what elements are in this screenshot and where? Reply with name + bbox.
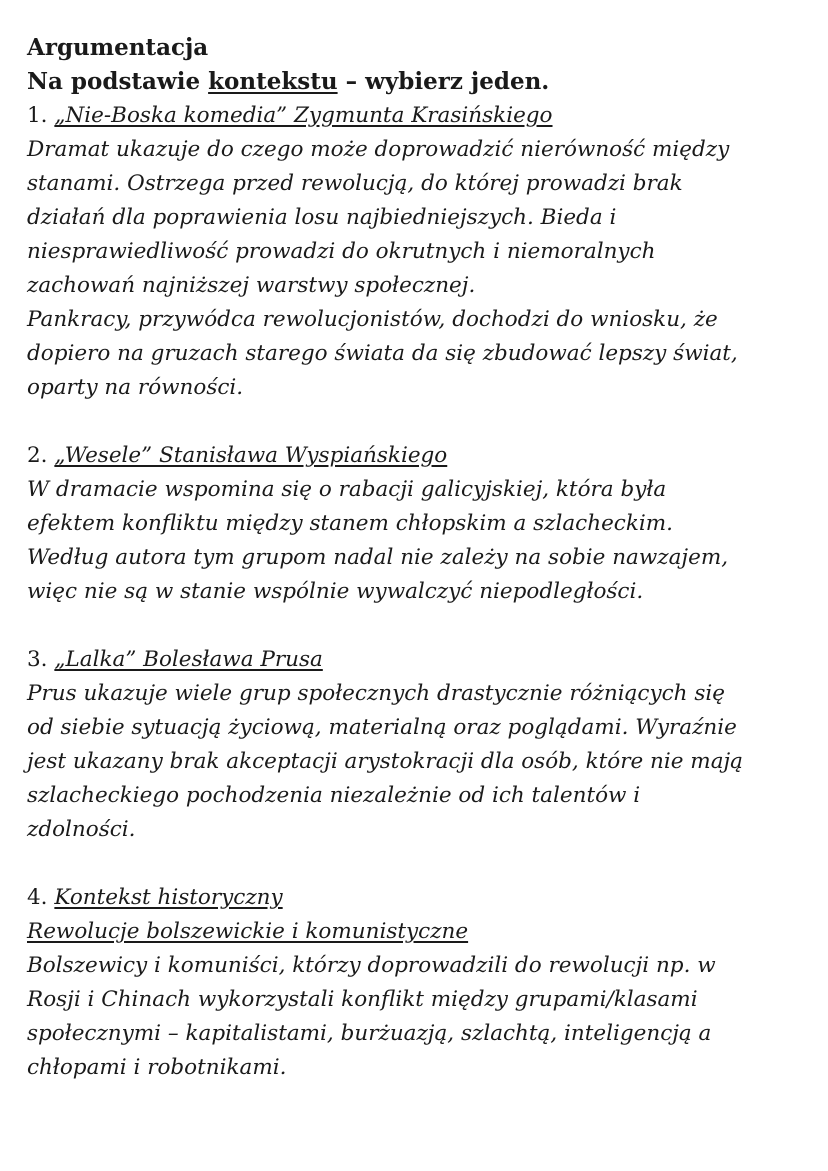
- section-subtitle-text: Rewolucje bolszewickie i komunistyczne: [27, 919, 469, 944]
- body-line: dopiero na gruzach starego świata da się zbudować lepszy świat,: [27, 341, 738, 366]
- body-line: zdolności.: [27, 817, 136, 842]
- section-3: [27, 643, 817, 847]
- section-title: „Nie-Boska komedia” Zygmunta Krasińskiego: [54, 103, 553, 128]
- section-heading: [27, 881, 817, 915]
- section-1: [27, 99, 817, 405]
- instruction-keyword: kontekstu: [208, 68, 338, 95]
- section-body: [27, 677, 817, 847]
- body-line: oparty na równości.: [27, 375, 244, 400]
- section-number: 4.: [27, 885, 55, 910]
- body-line: efektem konfliktu między stanem chłopskim a szlacheckim.: [27, 511, 673, 536]
- body-line: zachowań najniższej warstwy społecznej.: [27, 273, 476, 298]
- instruction-text-before: Na podstawie: [27, 68, 209, 95]
- section-spacer: [27, 847, 817, 881]
- instruction-line: [27, 65, 817, 99]
- body-line: W dramacie wspomina się o rabacji galicyjskiej, która była: [27, 477, 667, 502]
- section-heading: [27, 439, 817, 473]
- section-title: Kontekst historyczny: [54, 885, 283, 910]
- section-number: 1.: [27, 103, 55, 128]
- section-spacer: [27, 609, 817, 643]
- section-title: „Lalka” Bolesława Prusa: [54, 647, 323, 672]
- body-line: szlacheckiego pochodzenia niezależnie od ich talentów i: [27, 783, 641, 808]
- body-line: społecznymi – kapitalistami, burżuazją, szlachtą, inteligencją a: [27, 1021, 712, 1046]
- section-spacer: [27, 405, 817, 439]
- body-line: Prus ukazuje wiele grup społecznych drastycznie różniących się: [27, 681, 725, 706]
- body-line: chłopami i robotnikami.: [27, 1055, 287, 1080]
- body-line: stanami. Ostrzega przed rewolucją, do której prowadzi brak: [27, 171, 683, 196]
- body-line: Rosji i Chinach wykorzystali konflikt między grupami/klasami: [27, 987, 698, 1012]
- section-title: „Wesele” Stanisława Wyspiańskiego: [54, 443, 448, 468]
- body-line: Pankracy, przywódca rewolucjonistów, dochodzi do wniosku, że: [27, 307, 718, 332]
- body-line: Bolszewicy i komuniści, którzy doprowadzili do rewolucji np. w: [27, 953, 716, 978]
- section-body: [27, 133, 817, 405]
- section-4: [27, 881, 817, 1085]
- section-heading: [27, 99, 817, 133]
- document-page: [27, 31, 817, 1085]
- document-title: Argumentacja: [27, 34, 209, 61]
- body-line: Według autora tym grupom nadal nie zależy na sobie nawzajem,: [27, 545, 729, 570]
- section-body: [27, 949, 817, 1085]
- body-line: od siebie sytuacją życiową, materialną oraz poglądami. Wyraźnie: [27, 715, 737, 740]
- section-2: [27, 439, 817, 609]
- section-heading: [27, 643, 817, 677]
- section-subtitle: [27, 915, 817, 949]
- body-line: jest ukazany brak akceptacji arystokracji dla osób, które nie mają: [27, 749, 743, 774]
- section-number: 3.: [27, 647, 55, 672]
- instruction-text-after: – wybierz jeden.: [337, 68, 550, 95]
- body-line: działań dla poprawienia losu najbiedniejszych. Bieda i: [27, 205, 617, 230]
- body-line: Dramat ukazuje do czego może doprowadzić nierówność między: [27, 137, 730, 162]
- body-line: więc nie są w stanie wspólnie wywalczyć niepodległości.: [27, 579, 644, 604]
- body-line: niesprawiedliwość prowadzi do okrutnych i niemoralnych: [27, 239, 656, 264]
- section-number: 2.: [27, 443, 55, 468]
- section-body: [27, 473, 817, 609]
